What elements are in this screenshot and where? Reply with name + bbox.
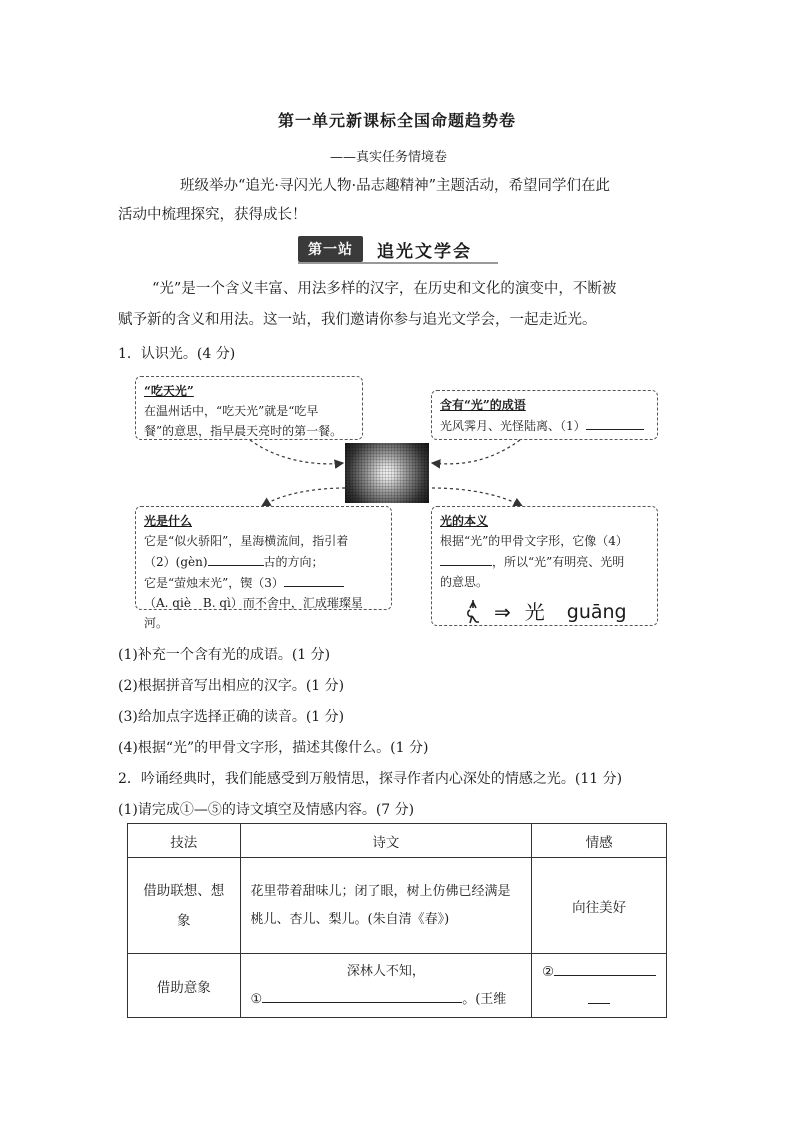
arrow-bottom-right [432,488,522,506]
box-original-meaning [431,506,658,626]
oracle-bone-glyph-icon [462,598,484,626]
box-title: 光是什么 [144,514,193,528]
table-header: 技法 [128,824,241,858]
table-row [128,858,667,954]
box-title: 含有“光”的成语 [440,398,526,412]
table-cell-technique: 借助意象 [128,954,241,1018]
question-2-stem: 2．吟诵经典时，我们能感受到万般情思，探寻作者内心深处的情感之光。(11 分) [118,771,623,787]
box-what-is-light [135,506,392,630]
answer-blank-3[interactable] [284,572,344,587]
table-header: 情感 [532,824,667,858]
light-photo [345,443,429,503]
answer-blank-1[interactable] [586,415,644,430]
box-text-line: 它是“萤烛末光”，锲（3） [144,572,383,593]
table-header: 诗文 [240,824,532,858]
transform-arrow-icon: ⇒ [494,600,511,624]
box-idioms [431,390,658,440]
question-1-sub-4: (4)根据“光”的甲骨文字形，描述其像什么。(1 分) [118,740,429,756]
intro-line-1: 班级举办“追光·寻闪光人物·品志趣精神”主题活动，希望同学们在此 [180,178,611,194]
answer-blank-emotion-2[interactable] [554,961,656,976]
answer-blank-poem-1[interactable] [262,988,462,1003]
table-cell-poem: 花里带着甜味儿；闭了眼，树上仿佛已经满是桃儿、杏儿、梨儿。(朱自清《春》) [240,858,532,954]
station-badge: 第一站 [298,236,363,262]
exam-subtitle: ——真实任务情境卷 [330,150,448,165]
arrow-bottom-left [262,488,345,506]
table-cell-emotion: 向往美好 [532,858,667,954]
answer-blank-4[interactable] [440,551,492,566]
box-text-line: 根据“光”的甲骨文字形，它像（4） [440,534,628,548]
exam-title: 第一单元新课标全国命题趋势卷 [277,111,516,130]
answer-blank-emotion-2-cont[interactable] [588,989,610,1004]
station-name: 追光文学会 [377,241,472,262]
glyph-char: 光 [524,600,545,624]
table-cell-technique: 借助联想、想 象 [128,858,241,954]
question-2-sub-1: (1)请完成①—⑤的诗文填空及情感内容。(7 分) [118,802,415,818]
box-title: 光的本义 [440,514,489,528]
box-text-line: 餐”的意思，指早晨天亮时的第一餐。 [144,424,343,438]
question-1-stem: 1．认识光。(4 分) [118,346,236,362]
box-text-line: 的意思。 [440,575,489,589]
box-text-line: （A. qiè B. qì）而不舍中，汇成璀璨星河。 [144,596,363,630]
box-chi-tian-guang [135,376,363,440]
arrow-top-right [432,440,520,464]
box-text-line: （2）(gèn) 古的方向； [144,551,383,572]
table-cell-poem: 深林人不知， ① 。(王维 [240,954,532,1018]
intro-line-2: 活动中梳理探究，获得成长！ [118,207,307,223]
station-intro-line-1: “光”是一个含义丰富、用法多样的汉字，在历史和文化的演变中，不断被 [152,281,617,297]
box-title: “吃天光” [144,384,194,398]
question-1-sub-2: (2)根据拼音写出相应的汉字。(1 分) [118,678,345,694]
question-1-sub-1: (1)补充一个含有光的成语。(1 分) [118,647,331,663]
glyph-evolution [462,598,649,626]
poetry-table [127,823,667,1018]
box-text-line: ，所以“光”有明亮、光明 [440,551,649,572]
arrow-top-left [250,440,343,464]
answer-blank-2[interactable] [208,551,264,566]
glyph-pinyin: guāng [566,601,627,623]
box-text-line: 在温州话中，“吃天光”就是“吃早 [144,404,319,418]
box-text-line: 光风霁月、光怪陆离、（1） [440,415,649,436]
table-header-row [128,824,667,858]
question-1-sub-3: (3)给加点字选择正确的读音。(1 分) [118,709,345,725]
box-text-line: 它是“似火骄阳”，星海横流间，指引着 [144,534,349,548]
table-row [128,954,667,1018]
table-cell-emotion: ② [532,954,667,1018]
station-intro-line-2: 赋予新的含义和用法。这一站，我们邀请你参与追光文学会，一起走近光。 [118,312,597,328]
